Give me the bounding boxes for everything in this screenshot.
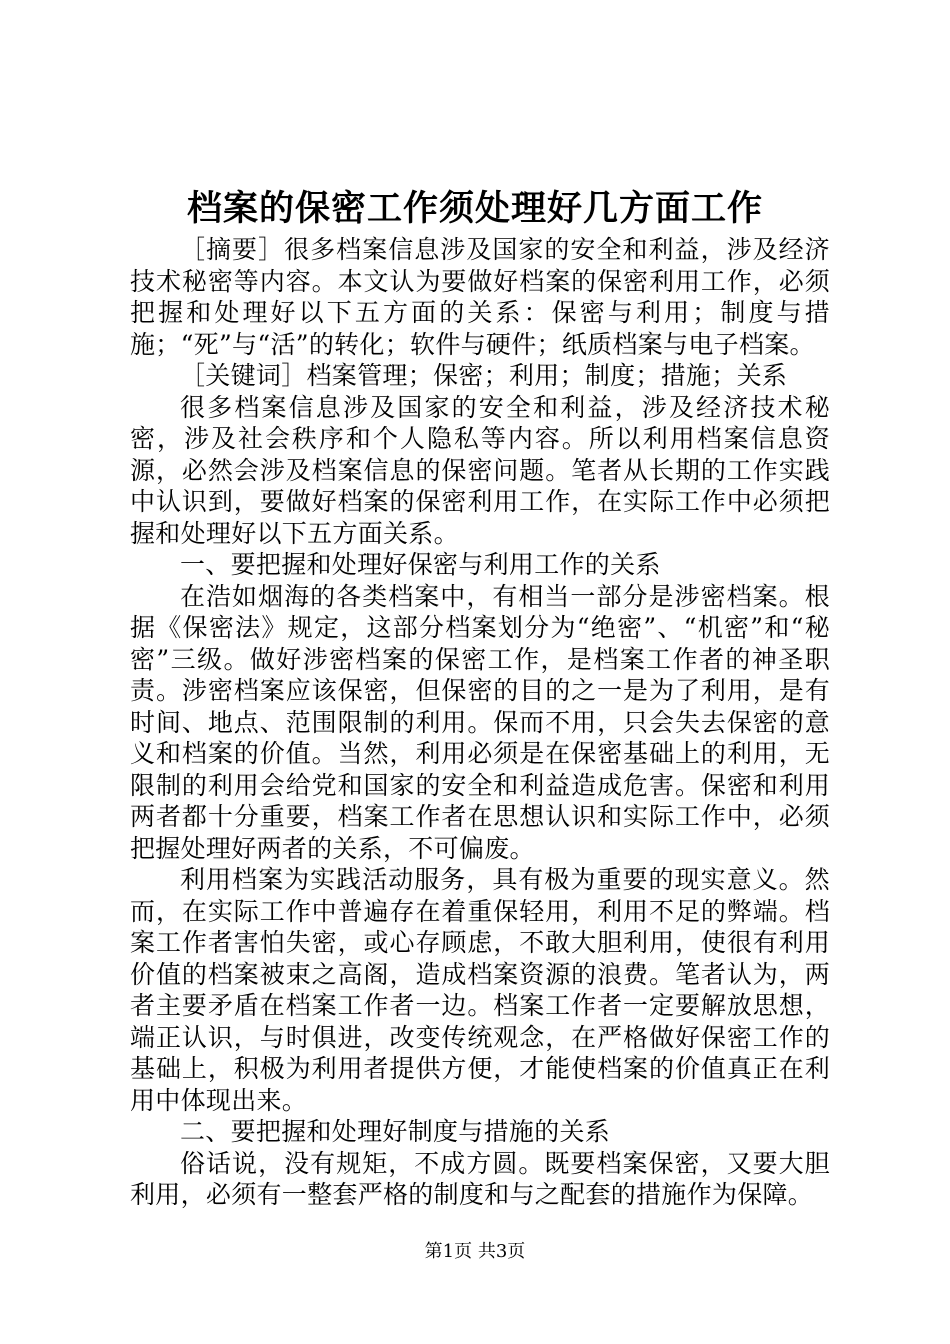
page-footer: 第1页 共3页 — [424, 1241, 526, 1262]
section-heading: 一、要把握和处理好保密与利用工作的关系 — [180, 550, 661, 579]
keywords-paragraph: ［关键词］档案管理；保密；利用；制度；措施；关系 — [180, 361, 788, 390]
abstract-paragraph: ［摘要］很多档案信息涉及国家的安全和利益，涉及经济技术秘密等内容。本文认为要做好档案的保密利用工作，必须把握和处理好以下五方面的关系：保密与利用；制度与措施；“死”与“活”的转化；软件与硬件；纸质档案与电子档案。 — [130, 235, 830, 359]
section-heading: 二、要把握和处理好制度与措施的关系 — [180, 1117, 611, 1146]
body-paragraph: 利用档案为实践活动服务，具有极为重要的现实意义。然而，在实际工作中普遍存在着重保轻用，利用不足的弊端。档案工作者害怕失密，或心存顾虑，不敢大胆利用，使很有利用价值的档案被束之高阁，造成档案资源的浪费。笔者认为，两者主要矛盾在档案工作者一边。档案工作者一定要解放思想，端正认识，与时俱进，改变传统观念，在严格做好保密工作的基础上，积极为利用者提供方便，才能使档案的价值真正在利用中体现出来。 — [130, 865, 830, 1115]
body-paragraph: 俗话说，没有规矩，不成方圆。既要档案保密，又要大胆利用，必须有一整套严格的制度和与之配套的措施作为保障。 — [130, 1148, 830, 1209]
body-paragraph: 很多档案信息涉及国家的安全和利益，涉及经济技术秘密，涉及社会秩序和个人隐私等内容。所以利用档案信息资源，必然会涉及档案信息的保密问题。笔者从长期的工作实践中认识到，要做好档案的保密利用工作，在实际工作中必须把握和处理好以下五方面关系。 — [130, 392, 830, 548]
body-paragraph: 在浩如烟海的各类档案中，有相当一部分是涉密档案。根据《保密法》规定，这部分档案划分为“绝密”、“机密”和“秘密”三级。做好涉密档案的保密工作，是档案工作者的神圣职责。涉密档案应该保密，但保密的目的之一是为了利用，是有时间、地点、范围限制的利用。保而不用，只会失去保密的意义和档案的价值。当然，利用必须是在保密基础上的利用，无限制的利用会给党和国家的安全和利益造成危害。保密和利用两者都十分重要，档案工作者在思想认识和实际工作中，必须把握处理好两者的关系，不可偏废。 — [130, 581, 830, 863]
document-body — [130, 234, 830, 1211]
document-title: 档案的保密工作须处理好几方面工作 — [186, 188, 763, 229]
